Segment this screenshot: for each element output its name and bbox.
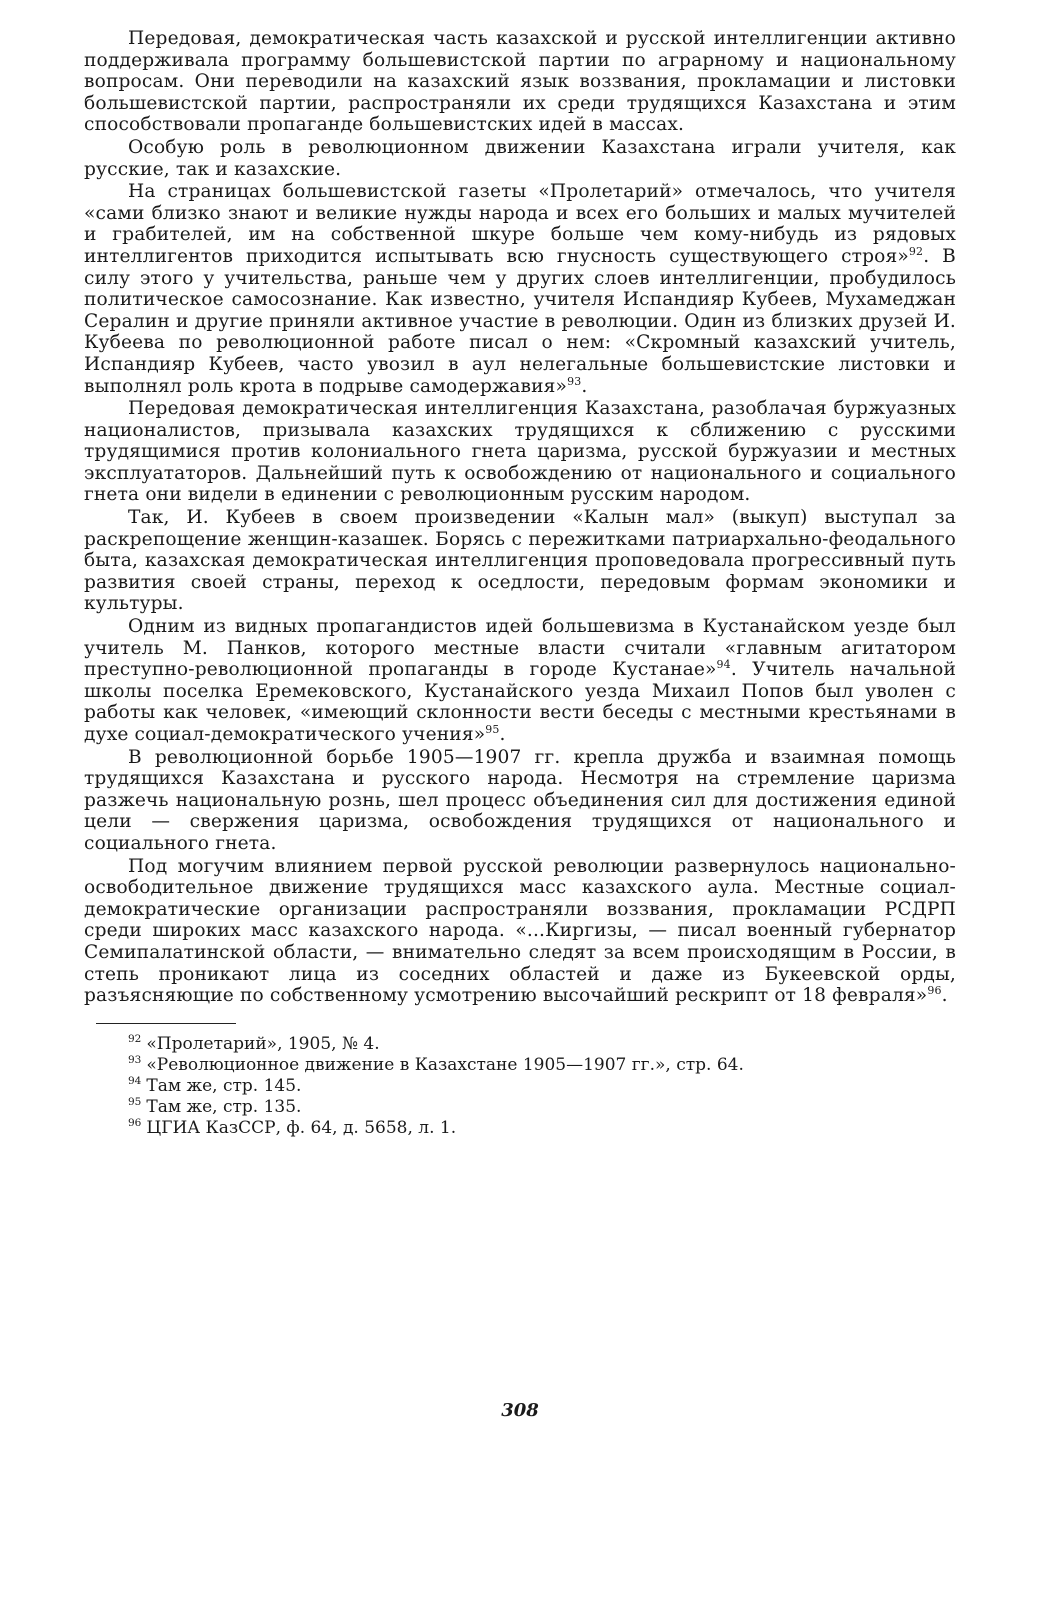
paragraph-text: . Учитель начальной школы поселка Еремековского, Кустанайского уезда Михаил Попов был уволен с работы как человек, «имеющий склонности вести беседы с местными крестьянами в духе социал-демократического учения» xyxy=(84,659,956,745)
paragraph-text: В революционной борьбе 1905—1907 гг. крепла дружба и взаимная помощь трудящихся Казахстана и русского народа. Несмотря на стремление царизма разжечь национальную рознь, шел процесс объединения сил для достижения единой цели — свержения царизма, освобождения трудящихся от национального и социального гнета. xyxy=(84,746,956,854)
body-text xyxy=(84,28,956,1007)
footnote-text: Там же, стр. 135. xyxy=(146,1096,302,1117)
paragraph-text: На страницах большевистской газеты «Пролетарий» отмечалось, что учителя «сами близко знают и великие нужды народа и всех его больших и малых мучителей и грабителей, им на собственной шкуре больше чем кому-нибудь из рядовых интеллигентов приходится испытывать всю гнусность существующего строя» xyxy=(84,181,956,267)
footnote-number: 96 xyxy=(128,1117,142,1130)
paragraph xyxy=(84,856,956,1007)
footnote xyxy=(128,1118,956,1139)
page-number: 308 xyxy=(501,1400,539,1421)
footnote-text: ЦГИА КазССР, ф. 64, д. 5658, л. 1. xyxy=(146,1117,457,1138)
paragraph-text: . xyxy=(499,724,506,745)
paragraph-text: Так, И. Кубеев в своем произведении «Калын мал» (выкуп) выступал за раскрепощение женщин-казашек. Борясь с пережитками патриархально-феодального быта, казахская демократическая интеллигенция проповедовала прогрессивный путь развития своей страны, переход к оседлости, передовым формам экономики и культуры. xyxy=(84,507,956,615)
paragraph-text: Передовая, демократическая часть казахской и русской интеллигенции активно поддерживала программу большевистской партии по аграрному и национальному вопросам. Они переводили на казахский язык воззвания, прокламации и листовки большевистской партии, распространяли их среди трудящихся Казахстана и этим способствовали пропаганде большевистских идей в массах. xyxy=(84,28,956,136)
paragraph-text: Передовая демократическая интеллигенция Казахстана, разоблачая буржуазных националистов, призывала казахских трудящихся к сближению с русскими трудящимися против колониального гнета царизма, русской буржуазии и местных эксплуататоров. Дальнейший путь к освобождению от национального и социального гнета они видели в единении с революционным русским народом. xyxy=(84,398,956,506)
paragraph-text: Одним из видных пропагандистов идей большевизма в Кустанайском уезде был учитель М. Панков, которого местные власти считали «главным агитатором преступно-революционной пропаганды в городе Кустанае» xyxy=(84,616,956,681)
paragraph-text: . В силу этого у учительства, раньше чем у других слоев интеллигенции, пробудилось политическое самосознание. Как известно, учителя Испандияр Кубеев, Мухамеджан Сералин и другие приняли активное участие в революции. Один из близких друзей И. Кубеева по революционной работе писал о нем: «Скромный казахский учитель, Испандияр Кубеев, часто увозил в аул нелегальные большевистские листовки и выполнял роль крота в подрыве самодержавия» xyxy=(84,245,956,397)
paragraph-text: Под могучим влиянием первой русской революции развернулось национально-освободительное движение трудящихся масс казахского аула. Местные социал-демократические организации распространяли воззвания, прокламации РСДРП среди широких масс казахского народа. «...Киргизы, — писал военный губернатор Семипалатинской области, — внимательно следят за всем происходящим в России, в степь проникают лица из соседних областей и даже из Букеевской орды, разъясняющие по собственному усмотрению высочайший рескрипт от 18 февраля» xyxy=(84,855,956,1007)
paragraph xyxy=(84,28,956,136)
footnote-number: 95 xyxy=(128,1096,142,1109)
footnote-number: 93 xyxy=(128,1054,142,1067)
paragraph xyxy=(84,398,956,506)
footnote-text: Там же, стр. 145. xyxy=(146,1075,302,1096)
paragraph xyxy=(84,747,956,855)
paragraph xyxy=(84,137,956,180)
footnote-reference[interactable]: 94 xyxy=(716,658,731,672)
footnote xyxy=(128,1076,956,1097)
footnote-divider xyxy=(96,1023,236,1024)
paragraph xyxy=(84,507,956,615)
paragraph xyxy=(84,616,956,746)
footnote-reference[interactable]: 93 xyxy=(567,374,582,388)
footnotes xyxy=(128,1034,956,1139)
footnote-reference[interactable]: 95 xyxy=(485,722,500,736)
footnote xyxy=(128,1097,956,1118)
footnote-number: 94 xyxy=(128,1075,142,1088)
paragraph xyxy=(84,181,956,397)
footnote-text: «Пролетарий», 1905, № 4. xyxy=(146,1033,380,1054)
paragraph-text: Особую роль в революционном движении Казахстана играли учителя, как русские, так и казахские. xyxy=(84,136,956,180)
footnote-reference[interactable]: 92 xyxy=(908,244,924,258)
paragraph-text: . xyxy=(581,375,588,397)
footnote xyxy=(128,1055,956,1076)
footnote-number: 92 xyxy=(128,1033,142,1046)
paragraph-text: . xyxy=(941,985,948,1007)
footnote xyxy=(128,1034,956,1055)
footnote-reference[interactable]: 96 xyxy=(927,983,942,997)
footnote-text: «Революционное движение в Казахстане 1905—1907 гг.», стр. 64. xyxy=(146,1054,744,1075)
book-page xyxy=(84,28,956,1421)
